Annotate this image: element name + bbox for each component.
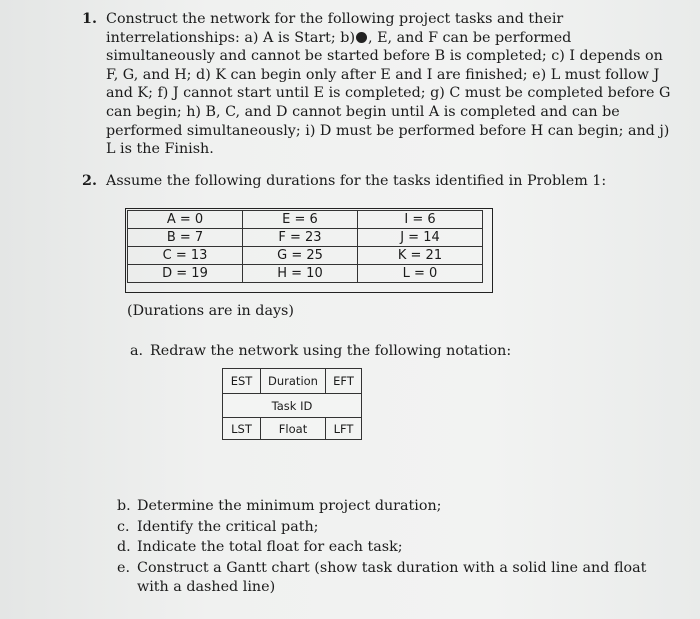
duration-cell: H = 10	[243, 265, 358, 283]
q1-line: F, G, and H; d) K can begin only after E and I are finished; e) L must follow J	[106, 66, 660, 83]
part-c-letter: c.	[117, 519, 130, 535]
q1-line: simultaneously and cannot be started before B is completed; c) I depends on	[106, 48, 663, 65]
table-row	[128, 211, 483, 229]
duration-cell: I = 6	[358, 211, 483, 229]
part-e-text: Construct a Gantt chart (show task duration with a solid line and float with a dashed line)	[137, 560, 647, 595]
q1-line: Construct the network for the following project tasks and their	[106, 11, 564, 27]
duration-cell: F = 23	[243, 229, 358, 247]
node-duration: Duration	[268, 374, 318, 388]
duration-cell: B = 7	[128, 229, 243, 247]
node-task-id: Task ID	[271, 398, 313, 413]
part-e-letter: e.	[117, 560, 131, 576]
notation-node-box	[222, 368, 362, 440]
part-d-letter: d.	[117, 539, 131, 555]
node-est: EST	[230, 374, 253, 388]
node-lft: LFT	[333, 421, 354, 436]
duration-cell: E = 6	[243, 211, 358, 229]
duration-cell: J = 14	[358, 229, 483, 247]
part-a-text: Redraw the network using the following notation:	[150, 343, 512, 359]
q1-line2-start: interrelationships: a) A is Start; b)	[106, 29, 356, 46]
durations-note: (Durations are in days)	[127, 303, 294, 319]
question-1-number: 1.	[82, 11, 97, 27]
node-lst: LST	[231, 421, 252, 436]
ink-blot-mark	[356, 32, 367, 43]
q1-line: and K; f) J cannot start until E is completed; g) C must be completed before G	[106, 85, 671, 102]
part-b-text: Determine the minimum project duration;	[137, 498, 442, 514]
q1-line2-end: , E, and F can be performed	[368, 29, 572, 46]
duration-cell: K = 21	[358, 247, 483, 265]
q1-line: can begin; h) B, C, and D cannot begin until A is completed and can be	[106, 103, 620, 120]
part-d-text: Indicate the total float for each task;	[137, 539, 403, 555]
duration-cell: A = 0	[128, 211, 243, 229]
q1-line: performed simultaneously; i) D must be performed before H can begin; and j)	[106, 122, 670, 139]
part-c-text: Identify the critical path;	[137, 519, 319, 535]
part-a-letter: a.	[130, 343, 144, 359]
q1-line: L is the Finish.	[106, 141, 214, 158]
node-eft: EFT	[333, 374, 354, 388]
q1-line	[106, 29, 666, 48]
part-b-letter: b.	[117, 498, 131, 514]
duration-cell: G = 25	[243, 247, 358, 265]
durations-table	[127, 210, 483, 283]
question-2-number: 2.	[82, 173, 97, 189]
duration-cell: C = 13	[128, 247, 243, 265]
question-2-text: Assume the following durations for the tasks identified in Problem 1:	[106, 173, 607, 189]
table-row	[128, 247, 483, 265]
duration-cell: L = 0	[358, 265, 483, 283]
table-row	[128, 265, 483, 283]
node-float: Float	[278, 421, 308, 436]
question-1-text	[106, 10, 671, 159]
table-row	[128, 229, 483, 247]
duration-cell: D = 19	[128, 265, 243, 283]
